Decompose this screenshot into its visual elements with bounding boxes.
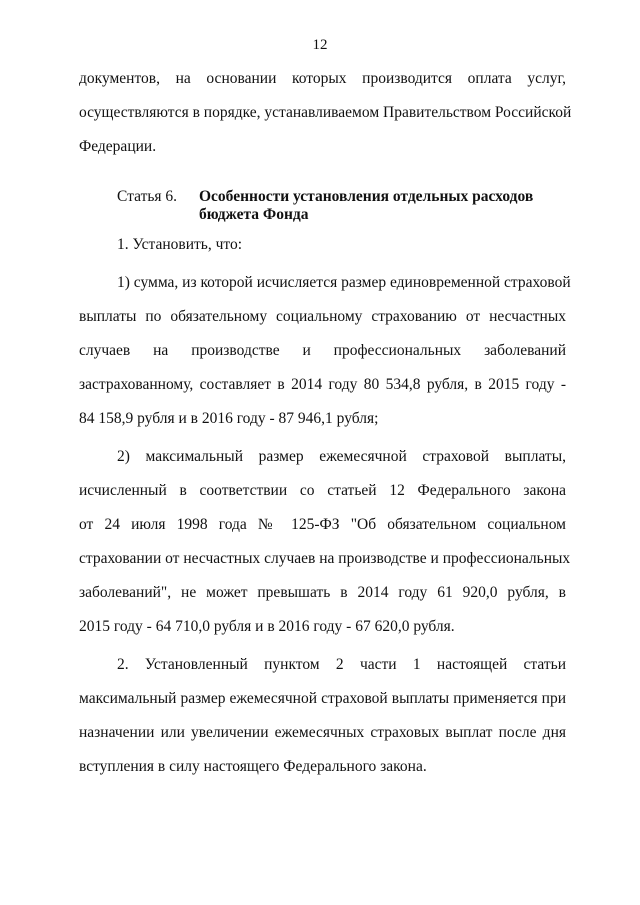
paragraph-line: страховании от несчастных случаев на производстве и профессиональных xyxy=(79,550,571,567)
point-1-intro xyxy=(79,228,566,262)
subpoint-2 xyxy=(79,440,571,644)
subpoint-1 xyxy=(79,266,571,436)
paragraph-line: 2015 году - 64 710,0 рубля и в 2016 году - 67 620,0 рубля. xyxy=(79,618,455,635)
paragraph-line: исчисленный в соответствии со статьей 12 Федерального закона xyxy=(79,482,566,499)
paragraph-line: от 24 июля 1998 года № 125-ФЗ "Об обязательном социальном xyxy=(79,516,566,533)
paragraph-line: 2. Установленный пунктом 2 части 1 настоящей статьи xyxy=(117,656,566,673)
article-title-line: Особенности установления отдельных расходов xyxy=(199,188,534,205)
paragraph-line: осуществляются в порядке, устанавливаемом Правительством Российской xyxy=(79,104,572,121)
paragraph-line: Федерации. xyxy=(79,138,157,155)
paragraph-line: выплаты по обязательному социальному страхованию от несчастных xyxy=(79,308,566,325)
paragraph-line: назначении или увеличении ежемесячных страховых выплат после дня xyxy=(79,724,566,741)
point-2 xyxy=(79,648,566,784)
paragraph-line: случаев на производстве и профессиональных заболеваний xyxy=(79,342,566,359)
paragraph-line: 1. Установить, что: xyxy=(117,236,243,253)
page-number: 12 xyxy=(312,37,328,53)
paragraph-line: 1) сумма, из которой исчисляется размер единовременной страховой xyxy=(117,274,571,291)
paragraph-line: максимальный размер ежемесячной страховой выплаты применяется при xyxy=(79,690,566,707)
article-title xyxy=(199,188,569,224)
paragraph-line: вступления в силу настоящего Федерального закона. xyxy=(79,758,427,775)
paragraph-line: застрахованному, составляет в 2014 году 80 534,8 рубля, в 2015 году - xyxy=(79,376,566,393)
paragraph-line: 84 158,9 рубля и в 2016 году - 87 946,1 рубля; xyxy=(79,410,379,427)
paragraph-line: заболеваний", не может превышать в 2014 году 61 920,0 рубля, в xyxy=(79,584,566,601)
continuation-paragraph xyxy=(79,62,572,164)
paragraph-line: 2) максимальный размер ежемесячной страховой выплаты, xyxy=(117,448,566,465)
article-label: Статья 6. xyxy=(117,188,178,205)
paragraph-line: документов, на основании которых производится оплата услуг, xyxy=(79,70,566,87)
article-title-line: бюджета Фонда xyxy=(199,206,309,223)
